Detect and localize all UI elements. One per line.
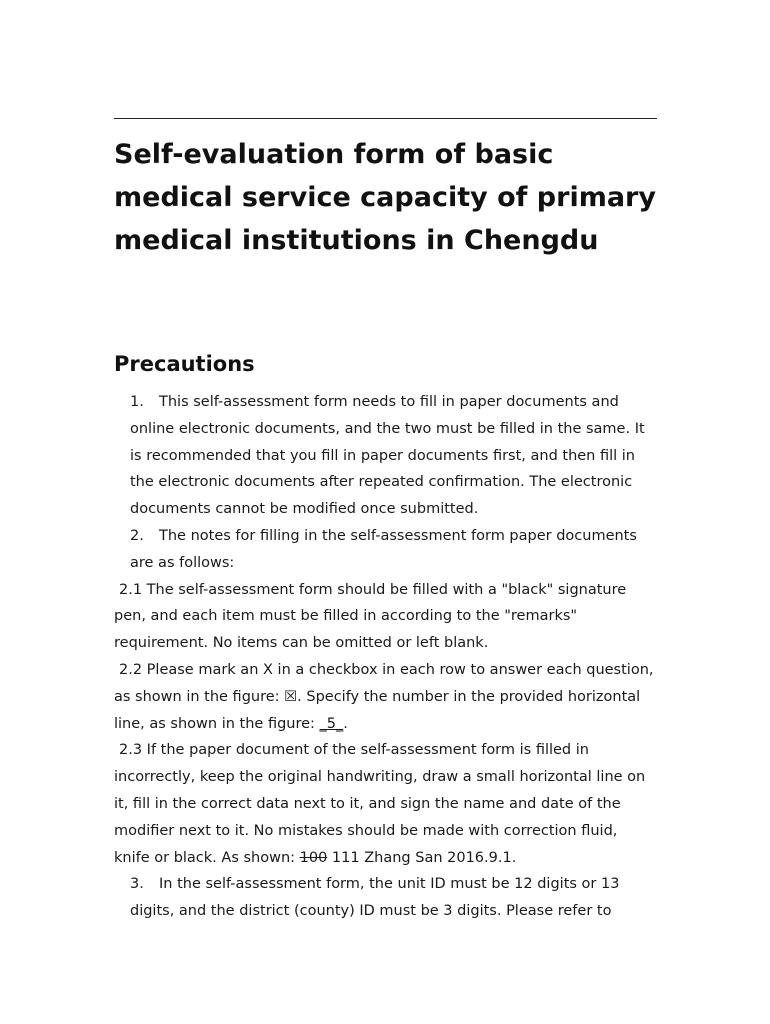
checkbox-example-icon: ☒ xyxy=(284,688,298,705)
sub-item-text: . xyxy=(343,715,348,732)
precaution-sub-2-3 xyxy=(114,737,657,871)
item-number: 2. xyxy=(130,527,144,544)
document-title: Self-evaluation form of basic medical service capacity of primary medical institutions in Chengdu xyxy=(114,139,656,256)
sub-item-text: . Specify the number in the provided horizontal line, as shown in the figure: xyxy=(114,688,641,732)
item-number: 3. xyxy=(130,876,144,893)
blank-example: _5_ xyxy=(319,715,344,732)
precaution-sub-2-1 xyxy=(114,577,657,657)
precautions-body xyxy=(114,389,657,925)
sub-item-text: 2.3 If the paper document of the self-assessment form is filled in incorrectly, keep the original handwriting, draw a small horizontal line on it, fill in the correct data next to it, and sign the name and date of the modifier next to it. No mistakes should be made with correction fluid, knife or black. As shown: xyxy=(114,742,646,866)
item-number: 1. xyxy=(130,394,144,410)
precaution-item-2 xyxy=(114,523,657,577)
precaution-item-3 xyxy=(114,871,657,925)
item-text: The notes for filling in the self-assessment form paper documents are as follows: xyxy=(130,527,637,571)
header-rule xyxy=(114,118,657,119)
sub-item-text: 111 Zhang San 2016.9.1. xyxy=(327,849,517,866)
item-text: This self-assessment form needs to fill in paper documents and online electronic documents, and the two must be filled in the same. It is recommended that you fill in paper documents first, and then fill in the electronic documents after repeated confirmation. The electronic documents cannot be modified once submitted. xyxy=(130,394,645,518)
section-heading: Precautions xyxy=(114,352,255,376)
precaution-item-1 xyxy=(114,389,657,523)
sub-item-text: 2.1 The self-assessment form should be filled with a "black" signature pen, and each item must be filled in according to the "remarks" requirement. No items can be omitted or left blank. xyxy=(114,581,627,652)
item-text: In the self-assessment form, the unit ID must be 12 digits or 13 digits, and the district (county) ID must be 3 digits. Please refer to xyxy=(130,876,620,920)
sub-item-text: 2.2 Please mark an X in a checkbox in each row to answer each question, as shown in the figure: xyxy=(114,661,654,705)
struck-value-example: 100 xyxy=(299,849,328,866)
precaution-sub-2-2 xyxy=(114,657,657,737)
